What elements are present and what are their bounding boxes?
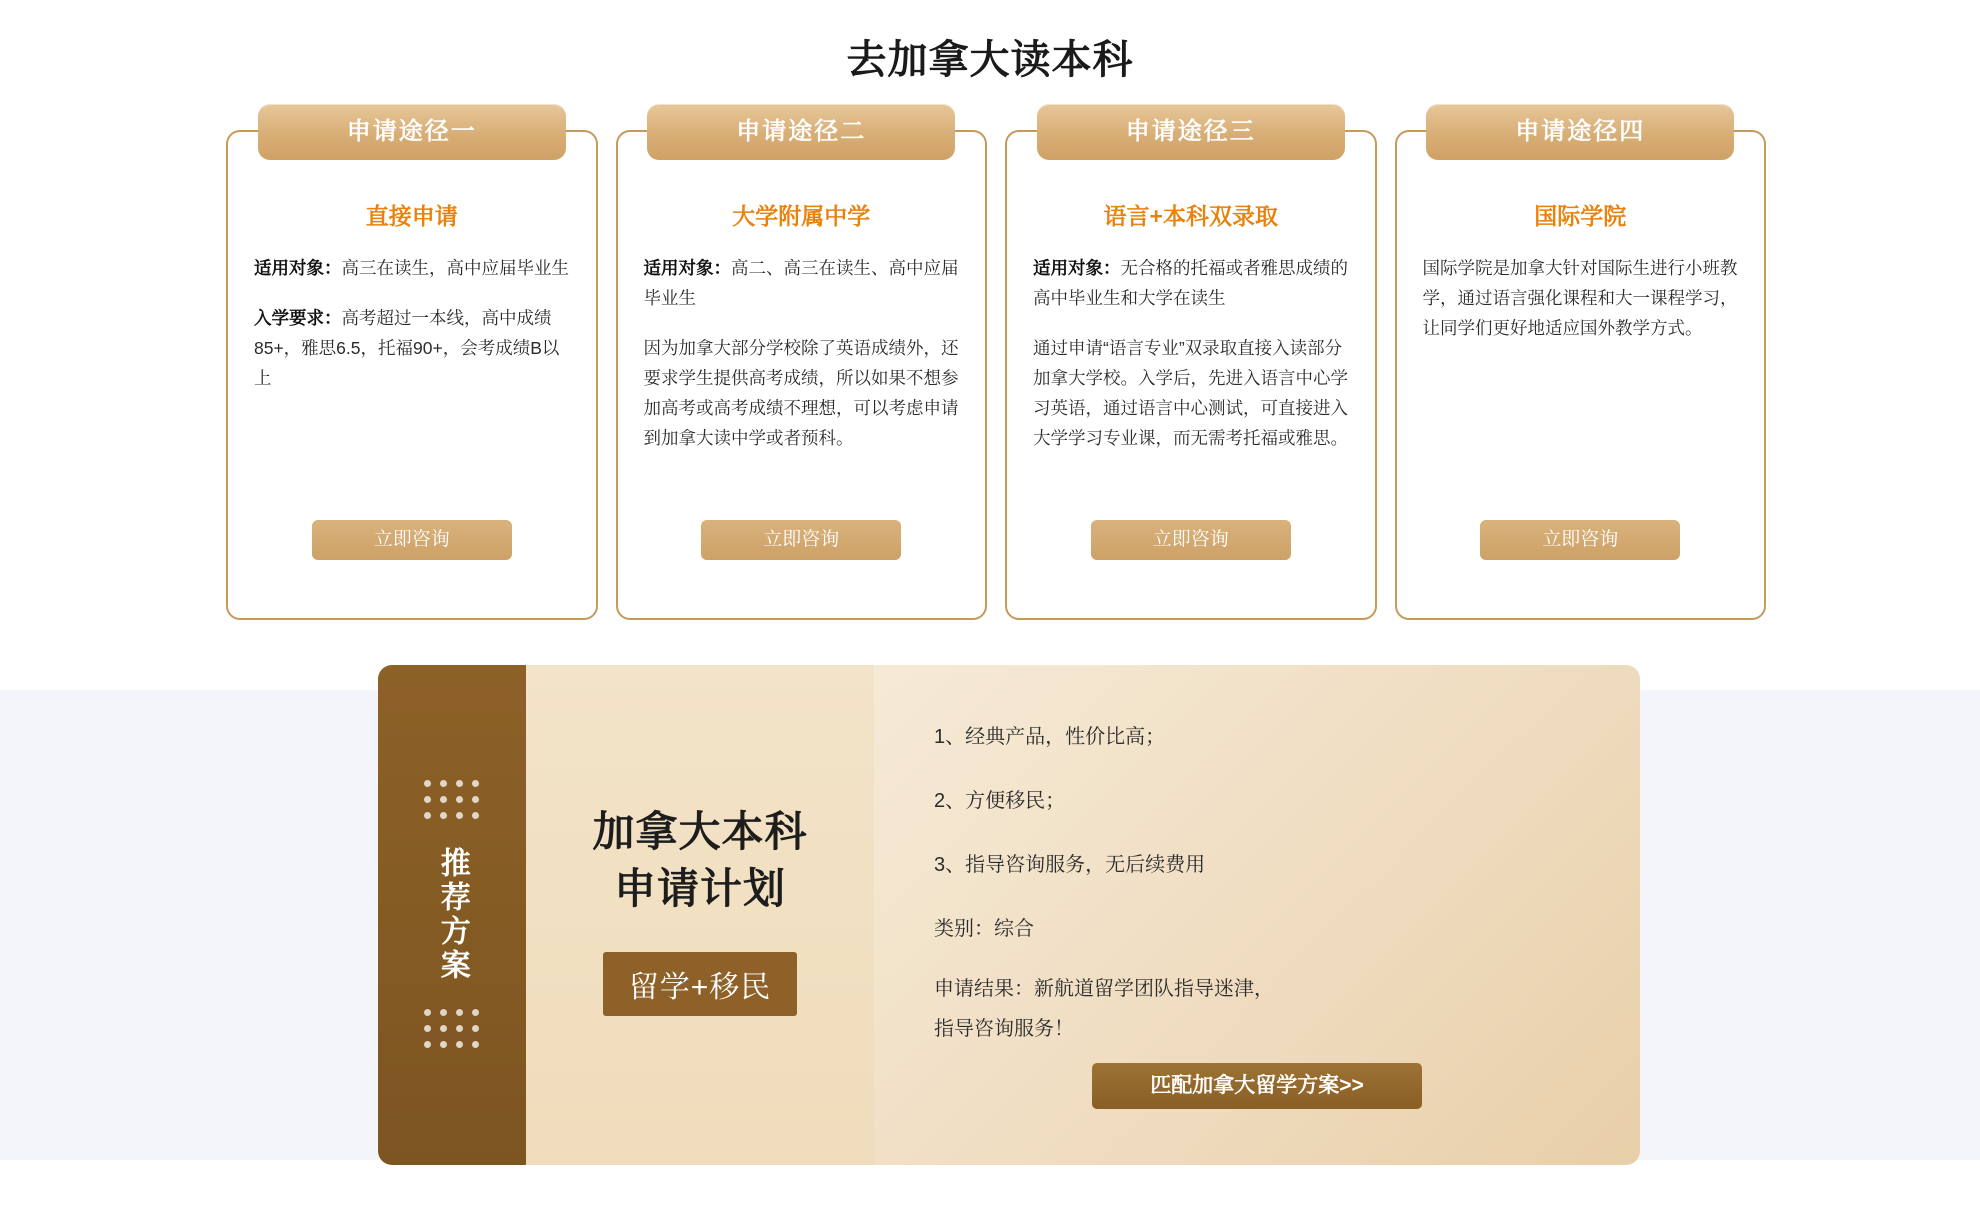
recommended-plan-title-line2: 申请计划 — [613, 865, 786, 912]
pathway-card-2-subtitle: 大学附属中学 — [732, 203, 871, 229]
pathway-card-3-para-1 — [1033, 253, 1349, 313]
list-item: 2、方便移民； — [934, 790, 1066, 812]
pathway-card-3-para-2: 通过申请“语言专业”双录取直接入读部分加拿大学校。入学后，先进入语言中心学习英语，通过语言中心测试，可直接进入大学学习专业课，而无需考托福或雅思。 — [1033, 338, 1348, 449]
list-item: 1、经典产品，性价比高； — [934, 726, 1166, 748]
pathway-card-2-consult-button[interactable]: 立即咨询 — [701, 520, 901, 560]
recommended-plan-result-line2: 指导咨询服务！ — [934, 1018, 1074, 1040]
recommended-plan-title — [592, 804, 807, 917]
pathway-card-list — [226, 118, 1766, 620]
recommended-plan-sidebar — [378, 665, 526, 1165]
pathway-card-4-subtitle: 国际学院 — [1534, 203, 1627, 229]
pathway-card-3-text-1: 无合格的托福或者雅思成绩的高中毕业生和大学在读生 — [1033, 258, 1348, 309]
list-item: 3、指导咨询服务，无后续费用 — [934, 854, 1206, 876]
pathway-card-3 — [1005, 118, 1377, 620]
background-band-bottom — [0, 1160, 1980, 1222]
pathway-card-1-consult-button[interactable]: 立即咨询 — [312, 520, 512, 560]
pathway-card-2-text-1: 高二、高三在读生、高中应届毕业生 — [643, 258, 959, 309]
recommended-plan-details — [874, 665, 1640, 1165]
pathway-card-1-label-2: 入学要求： — [254, 308, 342, 329]
pathway-card-1-para-1 — [254, 253, 570, 283]
recommended-plan-result-line1: 申请结果：新航道留学团队指导迷津， — [934, 978, 1274, 1000]
pathway-card-2 — [616, 118, 988, 620]
pathway-card-2-body — [644, 253, 960, 454]
pathway-card-4-para-1: 国际学院是加拿大针对国际生进行小班教学，通过语言强化课程和大一课程学习，让同学们更好地适应国外教学方式。 — [1422, 258, 1738, 339]
pathway-card-2-label-1: 适用对象： — [643, 258, 731, 278]
pathway-card-1-text-1: 高三在读生，高中应届毕业生 — [341, 258, 569, 278]
pathway-card-1-tab: 申请途径一 — [258, 104, 566, 160]
pathway-card-2-para-2: 因为加拿大部分学校除了英语成绩外，还要求学生提供高考成绩，所以如果不想参加高考或高考成绩不理想，可以考虑申请到加拿大读中学或者预科。 — [643, 338, 959, 449]
pathway-card-3-body — [1033, 253, 1349, 454]
pathway-card-4-consult-button[interactable]: 立即咨询 — [1480, 520, 1680, 560]
recommended-plan-label: 推荐方案 — [435, 847, 469, 983]
pathway-card-1-subtitle: 直接申请 — [365, 203, 458, 229]
pathway-card-4 — [1395, 118, 1767, 620]
pathway-card-3-consult-button[interactable]: 立即咨询 — [1091, 520, 1291, 560]
pathway-card-2-para-1 — [644, 253, 960, 313]
pathway-card-1 — [226, 118, 598, 620]
pathway-card-3-label-1: 适用对象： — [1033, 258, 1121, 278]
dot-grid-icon-top — [424, 780, 481, 821]
pathway-card-2-tab: 申请途径二 — [647, 104, 955, 160]
recommended-plan-tag: 留学+移民 — [603, 952, 798, 1016]
pathway-card-3-tab: 申请途径三 — [1037, 104, 1345, 160]
recommended-plan-panel — [378, 665, 1640, 1165]
page-title: 去加拿大读本科 — [846, 38, 1134, 82]
recommended-plan-result — [934, 973, 1580, 1045]
match-plan-button[interactable]: 匹配加拿大留学方案>> — [1092, 1063, 1422, 1109]
pathway-card-1-label-1: 适用对象： — [254, 258, 342, 278]
dot-grid-icon-bottom — [424, 1009, 481, 1050]
pathway-card-1-body — [254, 253, 570, 393]
recommended-plan-headline — [526, 665, 874, 1165]
pathway-card-1-text-2: 高考超过一本线，高中成绩 85+，雅思6.5，托福90+，会考成绩B以上 — [254, 308, 560, 389]
pathway-card-3-subtitle: 语言+本科双录取 — [1103, 203, 1278, 229]
pathway-card-1-para-2 — [254, 303, 570, 393]
recommended-plan-category: 类别：综合 — [934, 918, 1034, 940]
pathway-card-4-tab: 申请途径四 — [1426, 104, 1734, 160]
recommended-plan-title-line1: 加拿大本科 — [592, 808, 808, 856]
pathway-card-4-body — [1423, 253, 1739, 343]
recommended-plan-bullet-list — [934, 721, 1580, 881]
